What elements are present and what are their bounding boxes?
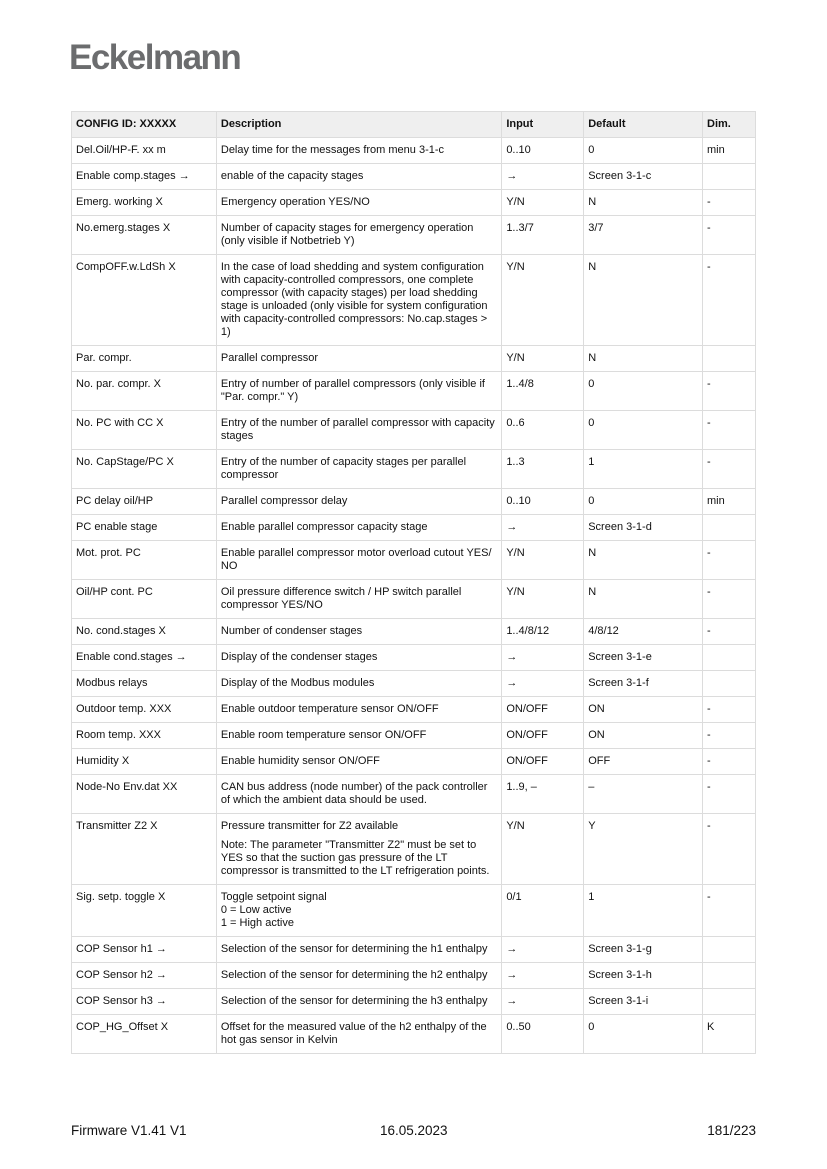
table-row <box>72 723 756 749</box>
table-row <box>72 963 756 989</box>
cell-dim <box>703 346 756 372</box>
cell-description: Entry of the number of capacity stages per parallel compressor <box>216 450 501 489</box>
footer-date: 16.05.2023 <box>380 1123 448 1138</box>
cell-description: In the case of load shedding and system configuration with capacity-controlled compressors, one complete compressor (with capacity stages) per load shedding stage is unloaded (only visible for system configuration with capacity-controlled compressors: No.cap.stages > 1) <box>216 255 501 346</box>
table-row <box>72 775 756 814</box>
cell-dim <box>703 671 756 697</box>
table-header-row <box>72 112 756 138</box>
cell-dim: min <box>703 138 756 164</box>
cell-default: N <box>584 255 703 346</box>
cell-config-id: No. CapStage/PC X <box>72 450 217 489</box>
cell-description: Enable outdoor temperature sensor ON/OFF <box>216 697 501 723</box>
cell-default: – <box>584 775 703 814</box>
cell-description: Selection of the sensor for determining the h1 enthalpy <box>216 937 501 963</box>
cell-config-id: No.emerg.stages X <box>72 216 217 255</box>
cell-default: Screen 3-1-d <box>584 515 703 541</box>
cell-config-id: Sig. setp. toggle X <box>72 885 217 937</box>
table-row <box>72 619 756 645</box>
cell-dim: - <box>703 450 756 489</box>
cell-config-id: COP Sensor h3 → <box>72 989 217 1015</box>
cell-dim <box>703 963 756 989</box>
cell-input: Y/N <box>502 190 584 216</box>
cell-description: Parallel compressor <box>216 346 501 372</box>
cell-input: 1..9, – <box>502 775 584 814</box>
cell-description: Enable humidity sensor ON/OFF <box>216 749 501 775</box>
table-row <box>72 255 756 346</box>
table-row <box>72 346 756 372</box>
cell-default: 4/8/12 <box>584 619 703 645</box>
cell-description: Emergency operation YES/NO <box>216 190 501 216</box>
cell-config-id: Transmitter Z2 X <box>72 814 217 885</box>
table-row <box>72 450 756 489</box>
table-row <box>72 885 756 937</box>
cell-input: → <box>502 937 584 963</box>
table-row <box>72 749 756 775</box>
table-row <box>72 814 756 885</box>
cell-description: Selection of the sensor for determining the h3 enthalpy <box>216 989 501 1015</box>
cell-input: 0/1 <box>502 885 584 937</box>
cell-input: Y/N <box>502 580 584 619</box>
cell-input: Y/N <box>502 346 584 372</box>
cell-config-id: Mot. prot. PC <box>72 541 217 580</box>
cell-default: 0 <box>584 489 703 515</box>
header-dim: Dim. <box>703 112 756 138</box>
cell-config-id: Node-No Env.dat XX <box>72 775 217 814</box>
cell-input: 1..3/7 <box>502 216 584 255</box>
table-row <box>72 671 756 697</box>
cell-config-id: Enable cond.stages → <box>72 645 217 671</box>
cell-config-id: Del.Oil/HP-F. xx m <box>72 138 217 164</box>
cell-input: Y/N <box>502 255 584 346</box>
cell-description: Enable parallel compressor capacity stage <box>216 515 501 541</box>
cell-description: Entry of the number of parallel compressor with capacity stages <box>216 411 501 450</box>
table-row <box>72 164 756 190</box>
header-config-id: CONFIG ID: XXXXX <box>72 112 217 138</box>
cell-default: 0 <box>584 138 703 164</box>
cell-dim <box>703 515 756 541</box>
cell-dim: - <box>703 216 756 255</box>
cell-config-id: Modbus relays <box>72 671 217 697</box>
cell-input: ON/OFF <box>502 697 584 723</box>
cell-default: 1 <box>584 885 703 937</box>
cell-input: 0..10 <box>502 489 584 515</box>
cell-input: 1..4/8 <box>502 372 584 411</box>
description-note: Note: The parameter "Transmitter Z2" must be set to YES so that the suction gas pressure of the LT compressor is transmitted to the LT refrigeration points. <box>220 839 490 877</box>
cell-config-id: Emerg. working X <box>72 190 217 216</box>
cell-input: ON/OFF <box>502 723 584 749</box>
cell-input: 1..3 <box>502 450 584 489</box>
cell-default: OFF <box>584 749 703 775</box>
cell-config-id: Par. compr. <box>72 346 217 372</box>
cell-dim: - <box>703 580 756 619</box>
cell-dim <box>703 164 756 190</box>
cell-description: Number of capacity stages for emergency operation (only visible if Notbetrieb Y) <box>216 216 501 255</box>
cell-default: N <box>584 346 703 372</box>
cell-default: 0 <box>584 1015 703 1054</box>
table-row <box>72 515 756 541</box>
cell-default: 3/7 <box>584 216 703 255</box>
cell-input: 1..4/8/12 <box>502 619 584 645</box>
cell-description: Display of the Modbus modules <box>216 671 501 697</box>
cell-description: Number of condenser stages <box>216 619 501 645</box>
cell-default: N <box>584 541 703 580</box>
cell-input: Y/N <box>502 814 584 885</box>
table-row <box>72 411 756 450</box>
cell-default: Y <box>584 814 703 885</box>
cell-description: Offset for the measured value of the h2 enthalpy of the hot gas sensor in Kelvin <box>216 1015 501 1054</box>
cell-default: Screen 3-1-c <box>584 164 703 190</box>
cell-config-id: Humidity X <box>72 749 217 775</box>
cell-input: → <box>502 671 584 697</box>
cell-config-id: Oil/HP cont. PC <box>72 580 217 619</box>
cell-description: Display of the condenser stages <box>216 645 501 671</box>
cell-description: Delay time for the messages from menu 3-1-c <box>216 138 501 164</box>
table-row <box>72 190 756 216</box>
footer-firmware: Firmware V1.41 V1 <box>71 1123 187 1138</box>
cell-dim: - <box>703 697 756 723</box>
cell-input: → <box>502 989 584 1015</box>
cell-input: → <box>502 164 584 190</box>
cell-config-id: PC enable stage <box>72 515 217 541</box>
cell-input: 0..50 <box>502 1015 584 1054</box>
cell-config-id: PC delay oil/HP <box>72 489 217 515</box>
cell-dim <box>703 989 756 1015</box>
table-row <box>72 541 756 580</box>
cell-input: → <box>502 515 584 541</box>
cell-default: Screen 3-1-h <box>584 963 703 989</box>
cell-dim: - <box>703 619 756 645</box>
header-input: Input <box>502 112 584 138</box>
cell-description: Parallel compressor delay <box>216 489 501 515</box>
cell-config-id: COP_HG_Offset X <box>72 1015 217 1054</box>
cell-config-id: Outdoor temp. XXX <box>72 697 217 723</box>
cell-input: ON/OFF <box>502 749 584 775</box>
cell-input: 0..10 <box>502 138 584 164</box>
cell-config-id: COP Sensor h2 → <box>72 963 217 989</box>
cell-default: Screen 3-1-g <box>584 937 703 963</box>
cell-input: → <box>502 645 584 671</box>
cell-dim: - <box>703 372 756 411</box>
cell-default: Screen 3-1-f <box>584 671 703 697</box>
cell-dim: - <box>703 814 756 885</box>
cell-description <box>216 814 501 885</box>
description-text: Pressure transmitter for Z2 available <box>220 820 399 832</box>
cell-default: N <box>584 580 703 619</box>
cell-description: Entry of number of parallel compressors (only visible if "Par. compr." Y) <box>216 372 501 411</box>
cell-config-id: No. par. compr. X <box>72 372 217 411</box>
cell-default: 0 <box>584 372 703 411</box>
footer-page-number: 181/223 <box>707 1123 756 1138</box>
cell-dim: - <box>703 885 756 937</box>
cell-config-id: No. cond.stages X <box>72 619 217 645</box>
cell-dim: - <box>703 411 756 450</box>
cell-dim: K <box>703 1015 756 1054</box>
cell-description: Enable room temperature sensor ON/OFF <box>216 723 501 749</box>
cell-description: Selection of the sensor for determining the h2 enthalpy <box>216 963 501 989</box>
cell-input: → <box>502 963 584 989</box>
table-row <box>72 697 756 723</box>
cell-config-id: Room temp. XXX <box>72 723 217 749</box>
cell-dim: - <box>703 190 756 216</box>
cell-dim: - <box>703 775 756 814</box>
cell-config-id: No. PC with CC X <box>72 411 217 450</box>
cell-dim: - <box>703 255 756 346</box>
cell-dim: - <box>703 749 756 775</box>
cell-description: Oil pressure difference switch / HP switch parallel compressor YES/NO <box>216 580 501 619</box>
table-row <box>72 372 756 411</box>
table-row <box>72 645 756 671</box>
cell-dim: - <box>703 541 756 580</box>
cell-input: Y/N <box>502 541 584 580</box>
cell-input: 0..6 <box>502 411 584 450</box>
cell-dim: - <box>703 723 756 749</box>
cell-default: 0 <box>584 411 703 450</box>
table-row <box>72 989 756 1015</box>
cell-config-id: COP Sensor h1 → <box>72 937 217 963</box>
cell-default: 1 <box>584 450 703 489</box>
header-description: Description <box>216 112 501 138</box>
cell-config-id: Enable comp.stages → <box>72 164 217 190</box>
table-row <box>72 138 756 164</box>
cell-dim <box>703 645 756 671</box>
cell-default: N <box>584 190 703 216</box>
table-row <box>72 937 756 963</box>
table-row <box>72 1015 756 1054</box>
header-default: Default <box>584 112 703 138</box>
cell-config-id: CompOFF.w.LdSh X <box>72 255 217 346</box>
cell-description: Toggle setpoint signal 0 = Low active 1 = High active <box>216 885 501 937</box>
table-row <box>72 216 756 255</box>
cell-default: ON <box>584 723 703 749</box>
config-table <box>71 111 756 1054</box>
cell-dim: min <box>703 489 756 515</box>
table-row <box>72 489 756 515</box>
cell-default: Screen 3-1-e <box>584 645 703 671</box>
cell-description: enable of the capacity stages <box>216 164 501 190</box>
table-row <box>72 580 756 619</box>
eckelmann-logo: Eckelmann <box>69 38 241 77</box>
cell-dim <box>703 937 756 963</box>
cell-description: CAN bus address (node number) of the pack controller of which the ambient data should be used. <box>216 775 501 814</box>
cell-description: Enable parallel compressor motor overload cutout YES/ NO <box>216 541 501 580</box>
cell-default: Screen 3-1-i <box>584 989 703 1015</box>
cell-default: ON <box>584 697 703 723</box>
